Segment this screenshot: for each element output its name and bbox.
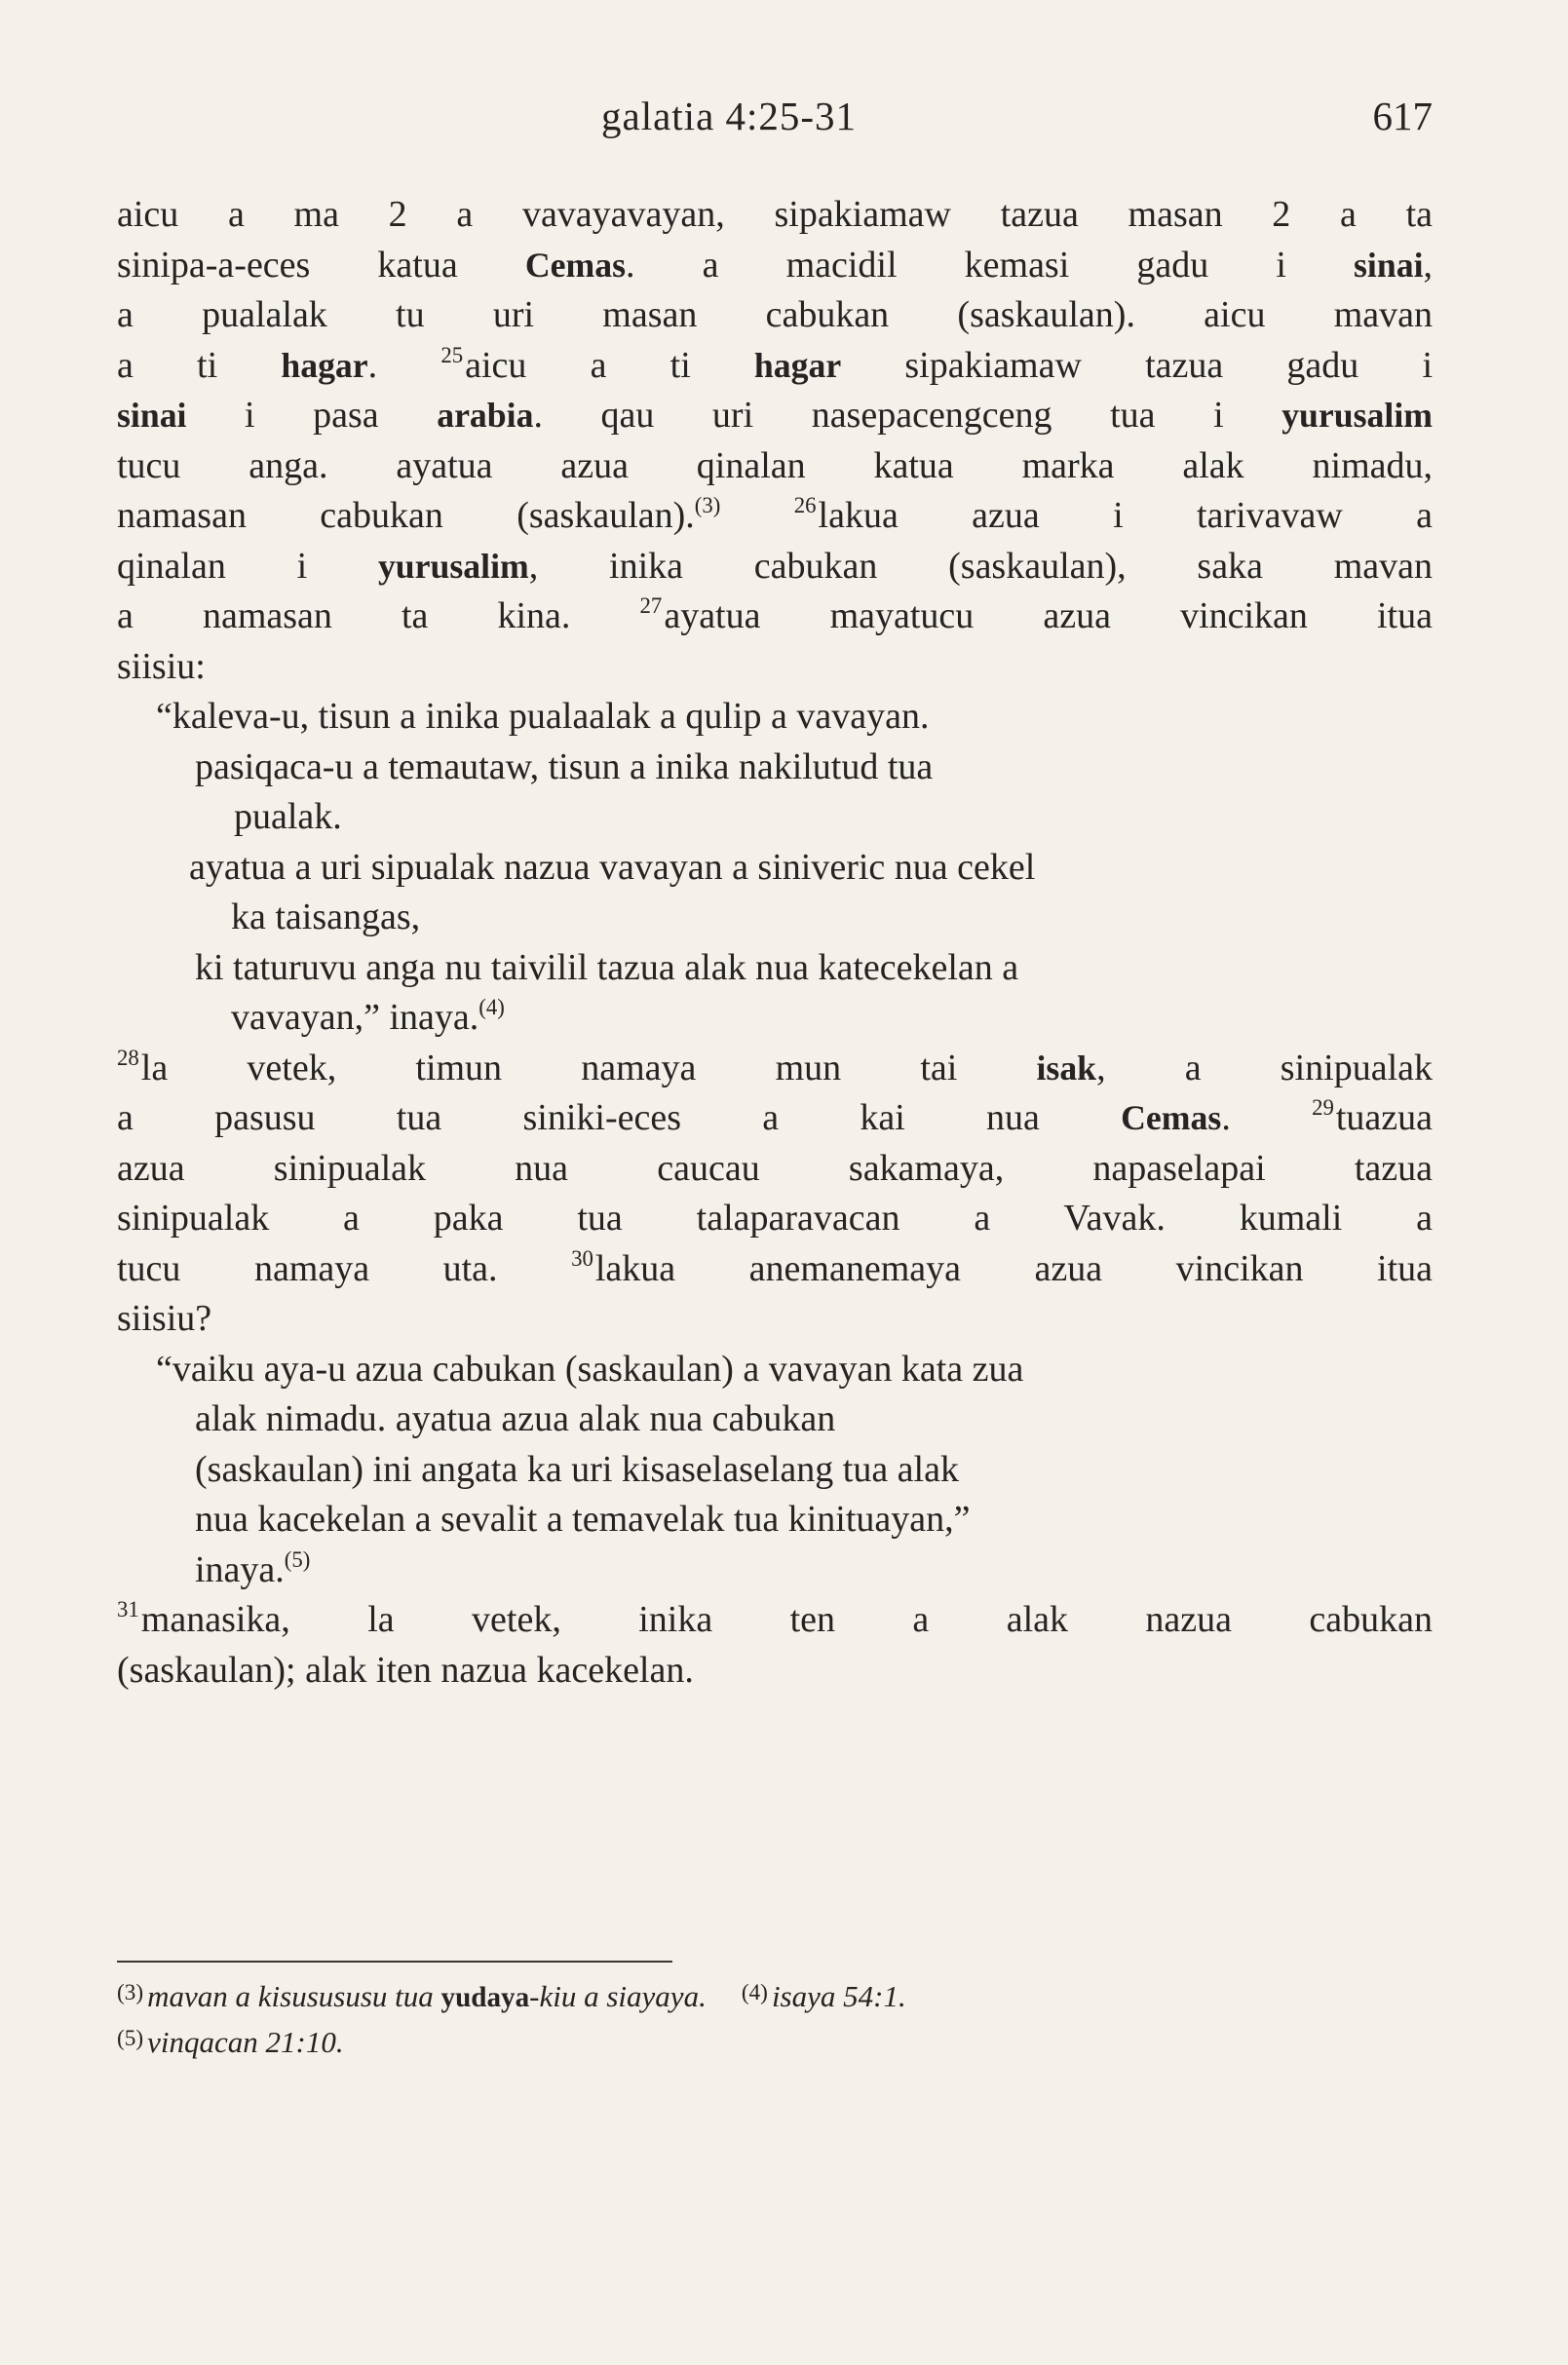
footnote-reference-text: isaya 54:1. bbox=[771, 1978, 906, 2013]
poetry-line: pasiqaca-u a temautaw, tisun a inika nakilutud tua bbox=[195, 745, 934, 787]
poetry-line: ka taisangas, bbox=[231, 896, 421, 937]
text-line: tucu anga. ayatua azua qinalan katua marka alak nimadu, bbox=[117, 444, 1433, 486]
footnote-marker: (5) bbox=[117, 2025, 144, 2051]
text-line: a pasusu tua siniki-eces a kai nua Cemas. $^{29}$tuazua bbox=[117, 1095, 1434, 1138]
footnote-marker: (4) bbox=[741, 1980, 768, 2005]
footnote-reference-text: vinqacan 21:10. bbox=[147, 2024, 344, 2059]
text-line: $^{28}$la vetek, timun namaya mun tai isak, a sinipualak bbox=[117, 1045, 1433, 1088]
footnotes bbox=[117, 1972, 1433, 2063]
proper-noun: hagar bbox=[281, 345, 368, 385]
text-line: a pualalak tu uri masan cabukan (saskaulan). aicu mavan bbox=[117, 294, 1433, 335]
text-line: aicu a ma 2 a vavayavayan, sipakiamaw tazua masan 2 a ta bbox=[117, 194, 1433, 235]
footnote-ref[interactable]: (5) bbox=[284, 1546, 311, 1572]
body-text bbox=[117, 190, 1433, 1696]
poetry-line: vavayan,” inaya.$^{(4)}$ bbox=[231, 995, 505, 1038]
proper-noun: yurusalim bbox=[1281, 396, 1433, 435]
text-line: (saskaulan); alak iten nazua kacekelan. bbox=[117, 1649, 694, 1691]
poetry-line: ayatua a uri sipualak nazua vavayan a siniveric nua cekel bbox=[189, 846, 1036, 888]
proper-noun: arabia bbox=[437, 396, 534, 435]
proper-noun: isak bbox=[1036, 1048, 1097, 1087]
proper-noun: yurusalim bbox=[377, 546, 529, 586]
proper-noun: yudaya bbox=[440, 1981, 530, 2013]
page-number: 617 bbox=[1372, 94, 1433, 138]
text-line: sinipa-a-eces katua Cemas. a macidil kemasi gadu i sinai, bbox=[117, 244, 1433, 286]
text-line: siisiu: bbox=[117, 645, 206, 687]
footnote-divider bbox=[117, 1961, 672, 1963]
verse-number: 27 bbox=[639, 593, 663, 619]
verse-number: 26 bbox=[793, 493, 817, 518]
proper-noun: Cemas bbox=[1121, 1098, 1222, 1137]
verse-number: 25 bbox=[440, 342, 464, 367]
poetry-line: pualak. bbox=[234, 796, 342, 837]
text-line: a ti hagar. $^{25}$aicu a ti hagar sipakiamaw tazua gadu i bbox=[117, 342, 1434, 386]
proper-noun: hagar bbox=[753, 345, 842, 385]
footnote-line bbox=[117, 2018, 1433, 2063]
footnote-ref[interactable]: (3) bbox=[694, 493, 721, 518]
text-line: $^{31}$manasika, la vetek, inika ten a alak nazua cabukan bbox=[117, 1597, 1433, 1640]
running-head: galatia 4:25-31 bbox=[601, 94, 858, 138]
verse-number: 30 bbox=[571, 1245, 593, 1271]
poetry-line: “kaleva-u, tisun a inika pualaalak a qulip a vavayan. bbox=[156, 696, 930, 737]
poetry-line: (saskaulan) ini angata ka uri kisaselaselang tua alak bbox=[195, 1448, 959, 1490]
text-line: siisiu? bbox=[117, 1298, 212, 1339]
text-line: azua sinipualak nua caucau sakamaya, napaselapai tazua bbox=[117, 1147, 1433, 1189]
poetry-line: “vaiku aya-u azua cabukan (saskaulan) a vavayan kata zua bbox=[156, 1348, 1024, 1390]
text-line: sinipualak a paka tua talaparavacan a Vavak. kumali a bbox=[117, 1198, 1433, 1239]
poetry-line: ki taturuvu anga nu taivilil tazua alak nua katecekelan a bbox=[195, 946, 1019, 988]
text-line: a namasan ta kina. $^{27}$ayatua mayatucu azua vincikan itua bbox=[117, 593, 1433, 636]
poetry-line: alak nimadu. ayatua azua alak nua cabukan bbox=[195, 1398, 836, 1439]
footnote-marker: (3) bbox=[117, 1980, 144, 2005]
text-line: qinalan i yurusalim, inika cabukan (saskaulan), saka mavan bbox=[117, 545, 1433, 587]
poetry-line: nua kacekelan a sevalit a temavelak tua kinituayan,” bbox=[195, 1499, 971, 1540]
proper-noun: Cemas bbox=[524, 245, 626, 285]
footnote-line: $^{(3)}$ mavan a kisusususu tua yudaya-kiu a siayaya. $^{(4)}$ isaya 54:1. bbox=[117, 1978, 906, 2013]
poetry-line: inaya.$^{(5)}$ bbox=[195, 1546, 311, 1590]
verse-number: 28 bbox=[117, 1045, 139, 1070]
text-line: namasan cabukan (saskaulan).$^{(3)}$ $^{26}$lakua azua i tarivavaw a bbox=[117, 493, 1434, 536]
footnote-ref[interactable]: (4) bbox=[478, 995, 505, 1020]
proper-noun: sinai bbox=[117, 396, 187, 435]
verse-number: 29 bbox=[1312, 1095, 1334, 1121]
text-line: tucu namaya uta. $^{30}$lakua anemanemaya azua vincikan itua bbox=[117, 1245, 1433, 1289]
verse-number: 31 bbox=[117, 1597, 139, 1622]
proper-noun: sinai bbox=[1354, 245, 1424, 285]
text-line: sinai i pasa arabia. qau uri nasepacengceng tua i yurusalim bbox=[117, 395, 1433, 436]
page-header bbox=[117, 93, 1433, 161]
